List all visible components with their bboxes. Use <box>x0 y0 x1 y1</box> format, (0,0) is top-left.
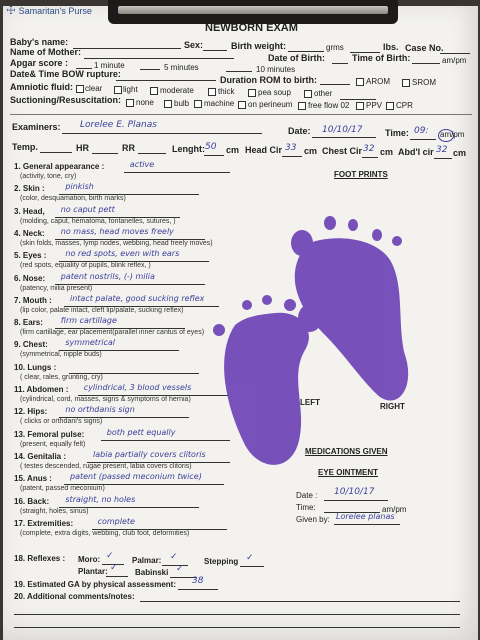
exam-item-hint: (lip color, palate intact, cleft lip/palate, sucking reflex) <box>20 306 184 314</box>
exam-item-label: 3. Head, <box>14 206 45 216</box>
am-circle <box>438 129 454 142</box>
palmar-check: ✓ <box>170 552 178 562</box>
suction-free-flow-checkbox[interactable] <box>298 102 306 110</box>
suction-bulb-checkbox[interactable] <box>164 100 172 108</box>
chest-cir-value: 32 <box>363 144 375 154</box>
exam-item-value: both pett equally <box>106 427 176 437</box>
apgar-10-minutes: 10 minutes <box>256 65 296 74</box>
lbs-unit: lbs. <box>383 42 399 52</box>
exam-item-label: 1. General appearance : <box>14 162 105 171</box>
exam-time-value: 09: <box>414 126 429 136</box>
exam-item-label: 2. Skin : <box>14 184 45 194</box>
additional-comments-label: 20. Additional comments/notes: <box>14 592 135 601</box>
exam-item-label: 14. Genitalia : <box>14 451 67 461</box>
birth-weight-line <box>288 51 324 52</box>
page-title: NEWBORN EXAM <box>205 22 298 34</box>
exam-item-label: 7. Mouth : <box>14 295 52 305</box>
given-by-value: Lorelee planas <box>336 512 395 521</box>
footprints-title: FOOT PRINTS <box>334 170 388 179</box>
suction-cpr-label: CPR <box>396 101 413 110</box>
fluid-light-label: light <box>123 85 138 94</box>
exam-item-hint: (firm cartillage, ear placement(parallel inner cantus of eyes) <box>20 329 205 337</box>
apgar-label: Apgar score : <box>10 58 69 68</box>
fluid-other-line <box>340 99 376 100</box>
exam-item-value: straight, no holes <box>65 494 136 504</box>
fluid-moderate-label: moderate <box>160 86 194 95</box>
bow-rupture-line <box>116 80 216 81</box>
exam-time-line <box>410 139 436 140</box>
birth-weight-label: Birth weight: <box>231 41 286 51</box>
arom-label: AROM <box>366 77 390 86</box>
date-of-birth-line <box>332 63 348 64</box>
examiners-label: Examiners: <box>12 122 61 132</box>
suction-cpr-checkbox[interactable] <box>386 102 394 110</box>
plantar-line <box>106 576 128 577</box>
abd-cir-line <box>434 158 452 159</box>
time-of-birth-line <box>412 63 440 64</box>
exam-item-hint: (cylindrical, cord, masses, signs & symptoms of hernia) <box>20 396 191 403</box>
plantar-label: Plantar: <box>78 567 108 576</box>
fluid-clear-checkbox[interactable] <box>76 85 84 93</box>
exam-item-value: no caput pett <box>60 204 115 214</box>
head-cir-line <box>282 156 302 157</box>
right-foot-label: RIGHT <box>380 402 405 411</box>
medications-title: MEDICATIONS GIVEN <box>305 447 388 456</box>
med-ampm: am/pm <box>382 505 407 514</box>
date-of-birth-label: Date of Birth: <box>268 53 325 63</box>
exam-item-label: 11. Abdomen : <box>14 385 69 394</box>
srom-checkbox[interactable] <box>402 79 410 87</box>
med-time-label: Time: <box>296 503 316 512</box>
fluid-thick-checkbox[interactable] <box>208 88 216 96</box>
exam-item-line <box>124 172 230 173</box>
exam-item-hint: (complete, extra digits, webbing, club foot, deformities) <box>20 529 190 537</box>
suction-perineum-checkbox[interactable] <box>238 101 246 109</box>
babinski-label: Babinski <box>135 568 169 577</box>
exam-item-value: no red spots, even with ears <box>65 249 180 259</box>
mother-name-label: Name of Mother: <box>10 47 82 57</box>
exam-item-label: 17. Extremities: <box>14 518 74 528</box>
length-value: 50 <box>205 142 217 152</box>
exam-item-hint: ( clicks or orthdani's signs) <box>20 418 103 426</box>
suction-none-checkbox[interactable] <box>126 99 134 107</box>
exam-time-label: Time: <box>385 128 409 138</box>
babinski-check: ✓ <box>176 564 184 574</box>
fluid-moderate-checkbox[interactable] <box>150 87 158 95</box>
hr-line <box>92 153 118 154</box>
exam-ampm: am/pm <box>440 130 465 139</box>
exam-item-label: 16. Back: <box>14 496 50 506</box>
srom-label: SROM <box>412 78 436 87</box>
bow-rupture-label: Date& Time BOW rupture: <box>10 69 121 79</box>
chest-cir-line <box>362 157 378 158</box>
exam-item-label: 12. Hips: <box>14 407 48 417</box>
eye-ointment-label: EYE OINTMENT <box>318 468 379 477</box>
right-footprint <box>295 238 408 400</box>
temp-label: Temp. <box>12 142 38 152</box>
length-unit: cm <box>226 145 240 155</box>
amniotic-fluid-label: Amniotic fluid: <box>10 82 73 92</box>
exam-item-label: 6. Nose: <box>14 273 46 283</box>
left-footprint <box>224 313 309 465</box>
med-date-value: 10/10/17 <box>334 487 375 497</box>
right-toe-3 <box>348 219 358 231</box>
exam-item-value: complete <box>97 516 135 526</box>
babys-name-label: Baby's name: <box>10 37 69 47</box>
exam-item-value: intact palate, good sucking reflex <box>70 293 205 303</box>
examiners-line <box>62 133 262 134</box>
rr-line <box>138 153 166 154</box>
moro-label: Moro: <box>78 555 101 564</box>
brand-logo: ☩ Samaritan's Purse <box>6 5 92 17</box>
left-toe-4 <box>242 300 252 310</box>
fluid-clear-label: clear <box>85 84 103 93</box>
length-label: Lenght: <box>172 144 205 154</box>
exam-date-value: 10/10/17 <box>322 125 363 135</box>
footprints-image <box>205 205 425 475</box>
suctioning-label: Suctioning/Resuscitation: <box>10 95 122 105</box>
fluid-other-checkbox[interactable] <box>304 90 312 98</box>
stepping-line <box>240 566 264 567</box>
given-by-label: Given by: <box>296 515 330 524</box>
exam-item-hint: ( clear, rales, grunting, cry) <box>20 373 103 381</box>
brand-name: Samaritan's Purse <box>18 6 92 16</box>
exam-item-hint: (red spots, equality of pupils, blink reflex, ) <box>20 262 151 270</box>
exam-date-line <box>312 137 376 138</box>
med-date-line <box>324 500 388 501</box>
arom-checkbox[interactable] <box>356 78 364 86</box>
exam-item-hint: ( testes descended, rugae present, labia covers clitoris) <box>20 462 192 470</box>
duration-rom-line <box>320 84 350 85</box>
time-of-birth-label: Time of Birth: <box>352 53 411 63</box>
exam-item-value: no orthdanis sign <box>65 405 135 415</box>
temp-line <box>40 152 72 153</box>
fluid-thick-label: thick <box>218 87 235 96</box>
left-toe-2 <box>284 299 296 311</box>
suction-ppv-label: PPV <box>366 101 383 110</box>
exam-date-label: Date: <box>288 126 311 136</box>
exam-item-hint: (symmetrical, nipple buds) <box>20 351 102 359</box>
fluid-light-checkbox[interactable] <box>114 86 122 94</box>
comments-line-1 <box>140 601 460 602</box>
suction-bulb-label: bulb <box>174 99 190 108</box>
moro-check: ✓ <box>106 551 114 561</box>
duration-rom-label: Duration ROM to birth: <box>220 75 317 85</box>
exam-item-label: 9. Chest: <box>14 340 48 350</box>
exam-item-label: 4. Neck: <box>14 228 45 238</box>
fluid-other-label: other <box>314 89 333 98</box>
exam-item-value: pinkish <box>65 182 94 192</box>
suction-machine-label: machine <box>204 99 235 108</box>
exam-item-hint: (patency, milia present) <box>20 284 93 292</box>
comments-line-2 <box>14 614 460 615</box>
suction-machine-checkbox[interactable] <box>194 100 202 108</box>
reflexes-label: 18. Reflexes : <box>14 554 66 563</box>
abd-cir-unit: cm <box>453 148 467 158</box>
abd-cir-label: Abd'l cir <box>398 147 434 157</box>
exam-item-value: labia partially covers clitoris <box>93 449 206 459</box>
plantar-check: ✓ <box>110 563 118 573</box>
rr-label: RR <box>122 143 135 153</box>
exam-item-label: 10. Lungs : <box>14 362 57 372</box>
apgar-10-line <box>226 71 252 72</box>
head-cir-label: Head Cir <box>245 145 283 155</box>
exam-item-label: 8. Ears: <box>14 318 43 328</box>
right-toe-4 <box>372 229 382 241</box>
exam-item-hint: (straight, holes, sinus) <box>20 507 89 515</box>
exam-item-value: cylindrical, 3 blood vessels <box>83 383 192 392</box>
given-by-line <box>334 524 400 525</box>
ga-value: 38 <box>192 576 204 586</box>
exam-item-value: firm cartillage <box>60 316 117 326</box>
exam-item-label: 5. Eyes : <box>14 251 47 261</box>
exam-item-label: 15. Anus : <box>14 474 52 484</box>
babys-name-line <box>73 48 181 49</box>
chest-cir-unit: cm <box>380 147 394 157</box>
exam-item-value: patent (passed meconium twice) <box>70 472 202 482</box>
abd-cir-value: 32 <box>436 145 448 155</box>
exam-item-hint: (skin folds, masses, lymp nodes, webbing, head freely moves) <box>20 239 213 247</box>
exam-item-value: no mass, head moves freely <box>60 226 174 236</box>
stepping-check: ✓ <box>246 553 254 563</box>
comments-line-3 <box>14 627 460 628</box>
left-toe-3 <box>262 295 272 305</box>
apgar-5-minutes: 5 minutes <box>164 63 199 72</box>
right-toe-5 <box>392 236 402 246</box>
chest-cir-label: Chest Cir <box>322 146 363 156</box>
exam-item-hint: (color, desquamation, birth marks) <box>20 195 126 203</box>
mother-name-line <box>84 58 234 59</box>
fluid-pea-soup-checkbox[interactable] <box>248 89 256 97</box>
suction-ppv-checkbox[interactable] <box>356 102 364 110</box>
exam-item-hint: (activity, tone, cry) <box>20 173 77 180</box>
grms-unit: grms <box>326 43 344 52</box>
exam-item-value: symmetrical <box>65 338 115 348</box>
length-line <box>204 155 224 156</box>
case-no-label: Case No. <box>405 43 444 53</box>
clipboard-bar <box>118 6 388 14</box>
birth-ampm: am/pm <box>442 56 467 65</box>
palmar-line <box>162 565 188 566</box>
suction-perineum-label: on perineum <box>248 100 293 109</box>
ga-label: 19. Estimated GA by physical assessment: <box>14 580 176 589</box>
exam-item-hint: (present, equally felt) <box>20 440 86 448</box>
exam-item-value: patent nostrils, (-) milia <box>60 271 155 281</box>
palmar-label: Palmar: <box>132 556 162 565</box>
exam-item-hint: (molding, caput, hematoma, fontanelles, sutures, ) <box>20 217 176 225</box>
left-toe-5 <box>213 324 225 336</box>
sex-line <box>203 50 227 51</box>
case-no-line <box>440 53 470 54</box>
right-big-toe <box>291 230 313 256</box>
exam-item-label: 13. Femoral pulse: <box>14 429 85 439</box>
hr-label: HR <box>76 143 89 153</box>
exam-item-value: active <box>129 160 155 169</box>
exam-item-hint: (patent, passed meconium) <box>20 485 105 493</box>
apgar-1-minute: 1 minute <box>94 61 125 70</box>
section-divider <box>10 114 472 115</box>
examiners-value: Lorelee E. Planas <box>80 120 157 130</box>
ga-line <box>178 589 218 590</box>
fluid-pea-soup-label: pea soup <box>258 88 291 97</box>
med-date-label: Date : <box>296 491 318 500</box>
head-cir-unit: cm <box>304 146 318 156</box>
left-foot-label: LEFT <box>300 398 320 407</box>
sex-label: Sex: <box>184 40 204 50</box>
stepping-label: Stepping <box>204 557 239 566</box>
head-cir-value: 33 <box>285 143 297 153</box>
suction-none-label: none <box>136 98 154 107</box>
right-toe-2 <box>324 216 336 230</box>
suction-free-flow-label: free flow 02 <box>308 101 350 110</box>
apgar-5-line <box>140 69 160 70</box>
